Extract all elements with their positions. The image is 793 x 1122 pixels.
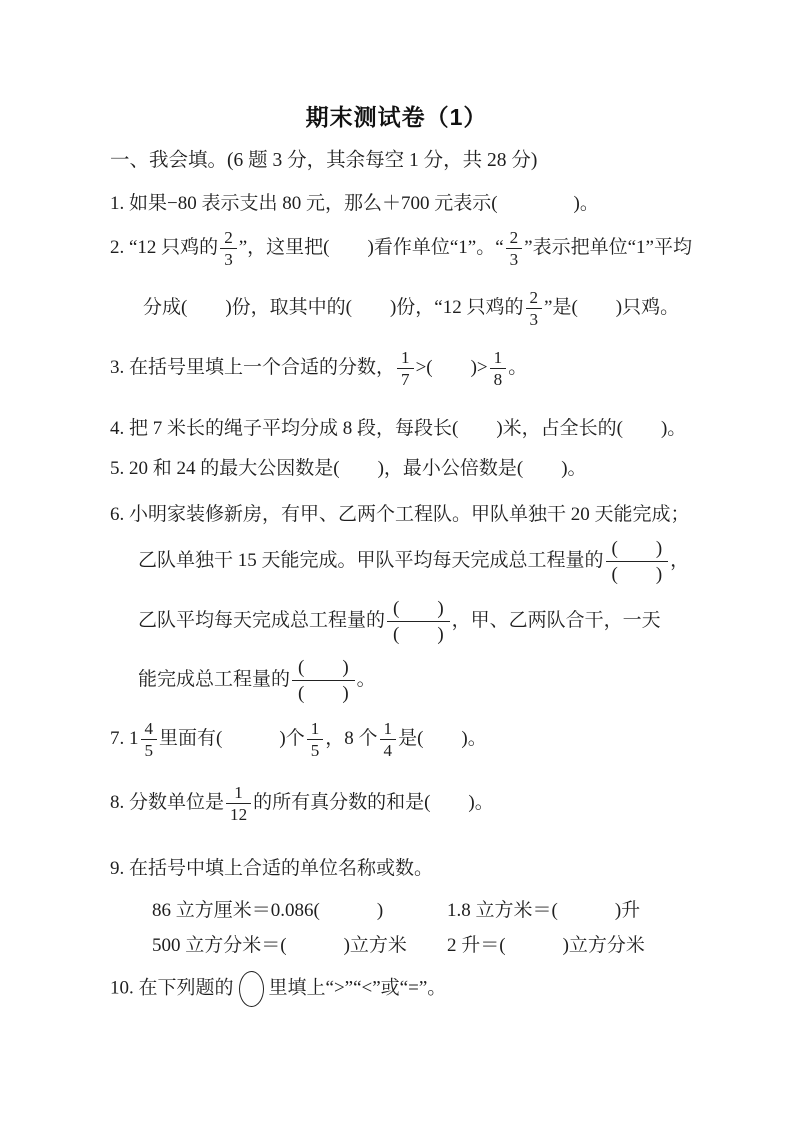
fraction-denominator: 12 bbox=[230, 805, 248, 825]
text-run: 10. 在下列题的 bbox=[110, 977, 234, 999]
comparison-circle bbox=[239, 971, 264, 1007]
text-run: 的所有真分数的和是( )。 bbox=[253, 792, 494, 813]
question-6-line-3 bbox=[138, 598, 661, 646]
text-run: 8. 分数单位是 bbox=[110, 792, 225, 813]
blank-fraction bbox=[292, 657, 355, 705]
text-run: ”是( )只鸡。 bbox=[544, 297, 680, 318]
text-run: 一、我会填。(6 题 3 分，其余每空 1 分，共 28 分) bbox=[110, 150, 538, 171]
text-run: 乙队平均每天完成总工程量的 bbox=[138, 610, 386, 632]
fraction bbox=[380, 719, 397, 760]
section-one-header bbox=[110, 148, 537, 174]
fraction-denominator: 3 bbox=[529, 310, 539, 330]
text-run: 86 立方厘米＝0.086( ) bbox=[152, 900, 384, 921]
fraction-numerator: 1 bbox=[307, 719, 324, 740]
text-run: ”表示把单位“1”平均 bbox=[524, 237, 692, 258]
question-10 bbox=[110, 971, 446, 1007]
question-2-line-2 bbox=[143, 288, 679, 329]
fraction-denominator: 5 bbox=[144, 741, 154, 761]
text-run: 能完成总工程量的 bbox=[138, 669, 291, 691]
blank-fraction bbox=[387, 598, 450, 646]
fraction-denominator: 8 bbox=[493, 370, 503, 390]
text-run: 是( )。 bbox=[398, 728, 487, 749]
text-run: 里填上“>”“<”或“=”。 bbox=[268, 977, 447, 999]
fraction bbox=[141, 719, 158, 760]
question-6-line-2 bbox=[138, 538, 689, 586]
fraction bbox=[490, 348, 507, 389]
text-run: 。 bbox=[508, 357, 528, 378]
text-run: 2 升＝( )立方分米 bbox=[447, 935, 645, 956]
text-run: >( )> bbox=[415, 357, 488, 378]
fraction-numerator: 2 bbox=[526, 288, 543, 309]
text-run: 6. 小明家装修新房，有甲、乙两个工程队。甲队单独干 20 天能完成； bbox=[110, 504, 690, 525]
text-run: 7. 1 bbox=[110, 728, 139, 749]
fraction-numerator: 2 bbox=[220, 228, 237, 249]
fraction-numerator: ( ) bbox=[606, 538, 669, 562]
fraction bbox=[226, 783, 251, 824]
question-6-line-1 bbox=[110, 502, 690, 528]
text-run: 乙队单独干 15 天能完成。甲队平均每天完成总工程量的 bbox=[138, 550, 604, 572]
text-run: 1. 如果−80 表示支出 80 元，那么＋700 元表示( )。 bbox=[110, 193, 599, 214]
question-4 bbox=[110, 416, 686, 442]
page-title: 期末测试卷（1） bbox=[305, 104, 488, 130]
fraction bbox=[506, 228, 523, 269]
fraction-numerator: 1 bbox=[397, 348, 414, 369]
fraction-denominator: 3 bbox=[224, 250, 233, 270]
question-3 bbox=[110, 348, 527, 389]
fraction-denominator: 4 bbox=[383, 741, 393, 761]
question-9 bbox=[110, 856, 433, 882]
question-9-row-1 bbox=[152, 898, 640, 924]
fraction-denominator: 5 bbox=[310, 741, 320, 761]
fraction-numerator: 1 bbox=[380, 719, 397, 740]
blank-fraction bbox=[606, 538, 669, 586]
question-1 bbox=[110, 191, 599, 217]
text-run: 5. 20 和 24 的最大公因数是( )，最小公倍数是( )。 bbox=[110, 458, 587, 479]
question-6-line-4 bbox=[138, 657, 376, 705]
text-run: ，8 个 bbox=[325, 728, 378, 749]
text-run: ，甲、乙两队合干，一天 bbox=[451, 610, 661, 632]
text-run: ”，这里把( )看作单位“1”。“ bbox=[238, 237, 504, 258]
fraction-numerator: ( ) bbox=[292, 657, 355, 681]
fraction bbox=[526, 288, 543, 329]
text-run: 4. 把 7 米长的绳子平均分成 8 段，每段长( )米，占全长的( )。 bbox=[110, 418, 687, 439]
question-7 bbox=[110, 719, 487, 760]
text-run: 2. “12 只鸡的 bbox=[110, 237, 219, 258]
fraction-denominator: 3 bbox=[509, 250, 519, 270]
text-run: 里面有( )个 bbox=[159, 728, 305, 749]
fraction bbox=[220, 228, 237, 269]
question-9-row-2 bbox=[152, 933, 645, 959]
question-2-line-1 bbox=[110, 228, 692, 269]
text-run: 1.8 立方米＝( )升 bbox=[447, 900, 641, 921]
question-8 bbox=[110, 783, 494, 824]
fraction-denominator: ( ) bbox=[393, 624, 444, 646]
text-run: 9. 在括号中填上合适的单位名称或数。 bbox=[110, 858, 434, 879]
fraction-denominator: 7 bbox=[401, 370, 410, 390]
fraction-numerator: 1 bbox=[226, 783, 251, 804]
text-run: 3. 在括号里填上一个合适的分数， bbox=[110, 357, 396, 378]
fraction-numerator: 4 bbox=[141, 719, 158, 740]
fraction-numerator: ( ) bbox=[387, 598, 450, 622]
text-run: 分成( )份，取其中的( )份，“12 只鸡的 bbox=[143, 297, 524, 318]
text-run: 500 立方分米＝( )立方米 bbox=[152, 935, 407, 956]
text-run: 。 bbox=[356, 669, 376, 691]
fraction bbox=[397, 348, 414, 389]
fraction-denominator: ( ) bbox=[298, 683, 349, 705]
question-5 bbox=[110, 456, 587, 482]
fraction-denominator: ( ) bbox=[611, 564, 663, 586]
fraction-numerator: 1 bbox=[490, 348, 507, 369]
fraction-numerator: 2 bbox=[506, 228, 523, 249]
fraction bbox=[307, 719, 324, 760]
text-run: ， bbox=[670, 550, 690, 572]
